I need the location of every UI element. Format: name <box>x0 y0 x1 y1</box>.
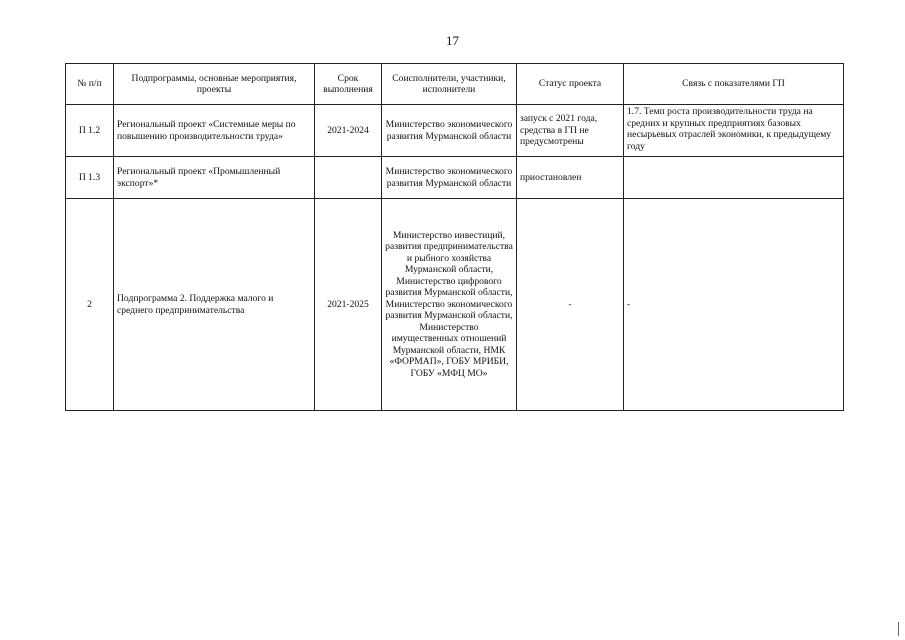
header-executors: Соисполнители, участники, исполнители <box>382 64 517 105</box>
page-number: 17 <box>446 33 459 48</box>
row-number: 2 <box>66 199 114 411</box>
row-status: приостановлен <box>517 157 624 199</box>
row-executors: Министерство экономического развития Мурманской области <box>382 157 517 199</box>
project-table <box>65 63 844 411</box>
header-subprograms: Подпрограммы, основные мероприятия, проекты <box>114 64 315 105</box>
row-number: П 1.2 <box>66 105 114 157</box>
row-name: Подпрограмма 2. Поддержка малого и среднего предпринимательства <box>114 199 315 411</box>
row-indicator-link: - <box>624 199 844 411</box>
header-status: Статус проекта <box>517 64 624 105</box>
row-name: Региональный проект «Промышленный экспорт»* <box>114 157 315 199</box>
row-status: запуск с 2021 года, средства в ГП не предусмотрены <box>517 105 624 157</box>
row-number: П 1.3 <box>66 157 114 199</box>
table-row <box>66 105 844 157</box>
row-indicator-link: 1.7. Темп роста производительности труда на средних и крупных предприятиях базовых несырьевых отраслей экономики, к предыдущему году <box>624 105 844 157</box>
row-status: - <box>517 199 624 411</box>
table-header-row <box>66 64 844 105</box>
header-indicators: Связь с показателями ГП <box>624 64 844 105</box>
row-executors: Министерство инвестиций, развития предпринимательства и рыбного хозяйства Мурманской области, Министерство цифрового развития Мурманской области, Министерство экономического развития Мурманской области, Министерство имущественных отношений Мурманской области, НМК «ФОРМАП», ГОБУ МРИБИ, ГОБУ «МФЦ МО» <box>382 199 517 411</box>
row-term <box>315 157 382 199</box>
header-term: Срок выполнения <box>315 64 382 105</box>
row-indicator-link <box>624 157 844 199</box>
row-term: 2021-2024 <box>315 105 382 157</box>
header-number: № п/п <box>66 64 114 105</box>
scan-edge-mark <box>898 622 899 636</box>
row-executors: Министерство экономического развития Мурманской области <box>382 105 517 157</box>
table-row <box>66 199 844 411</box>
row-name: Региональный проект «Системные меры по повышению производительности труда» <box>114 105 315 157</box>
table-row <box>66 157 844 199</box>
row-term: 2021-2025 <box>315 199 382 411</box>
